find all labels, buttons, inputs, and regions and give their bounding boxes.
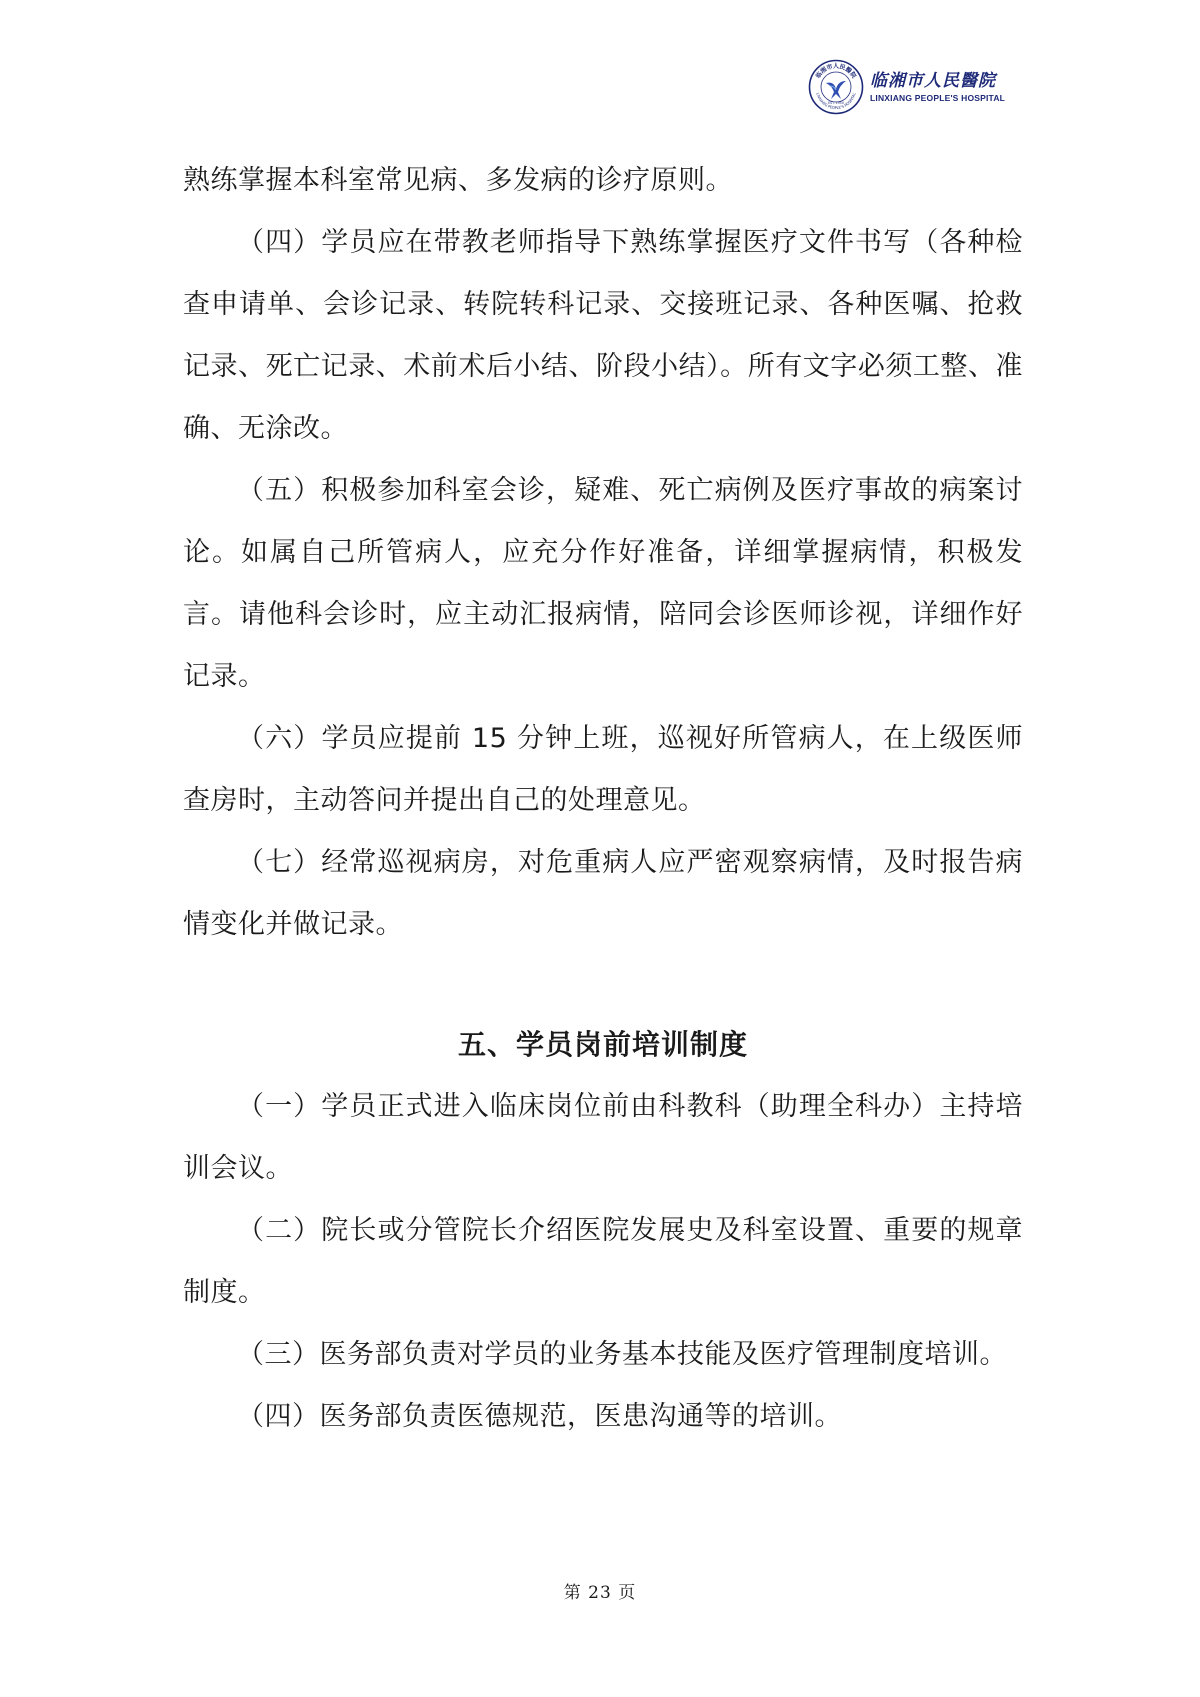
hospital-name-cn: 临湘市人民醫院 — [870, 71, 996, 91]
seal-year: EST. 1950 — [828, 101, 844, 105]
hospital-name-en: LINXIANG PEOPLE'S HOSPITAL — [870, 93, 1006, 103]
seal-text-top: 临湘市人民醫院 — [814, 63, 858, 80]
swallow-seal-icon — [808, 59, 864, 115]
section-paragraph-4: （四）医务部负责医德规范，医患沟通等的培训。 — [237, 1401, 842, 1432]
seal-text-bottom: LINXIANG PEOPLE'S HOSPITAL — [815, 92, 857, 111]
paragraph-item-6: （六）学员应提前 15 分钟上班，巡视好所管病人，在上级医师查房时，主动答问并提出自己的处理意见。 — [183, 723, 1023, 816]
paragraph-item-5: （五）积极参加科室会诊，疑难、死亡病例及医疗事故的病案讨论。如属自己所管病人，应充分作好准备，详细掌握病情，积极发言。请他科会诊时，应主动汇报病情，陪同会诊医师诊视，详细作好记录。 — [183, 475, 1023, 692]
paragraph-item-4: （四）学员应在带教老师指导下熟练掌握医疗文件书写（各种检查申请单、会诊记录、转院转科记录、交接班记录、各种医嘱、抢救记录、死亡记录、术前术后小结、阶段小结）。所有文字必须工整、准确、无涂改。 — [183, 227, 1023, 444]
hospital-logo — [808, 58, 1030, 116]
section-paragraph-1: （一）学员正式进入临床岗位前由科教科（助理全科办）主持培训会议。 — [183, 1091, 1023, 1184]
paragraph-continued: 熟练掌握本科室常见病、多发病的诊疗原则。 — [183, 165, 733, 196]
page-number: 第 23 页 — [563, 1583, 637, 1603]
logo-text — [870, 70, 1005, 104]
paragraph-item-7: （七）经常巡视病房，对危重病人应严密观察病情，及时报告病情变化并做记录。 — [183, 847, 1023, 940]
section-title: 五、学员岗前培训制度 — [457, 1028, 748, 1061]
section-paragraph-2: （二）院长或分管院长介绍医院发展史及科室设置、重要的规章制度。 — [183, 1215, 1023, 1308]
section-paragraph-3: （三）医务部负责对学员的业务基本技能及医疗管理制度培训。 — [237, 1339, 1007, 1370]
document-body — [183, 150, 1023, 1448]
